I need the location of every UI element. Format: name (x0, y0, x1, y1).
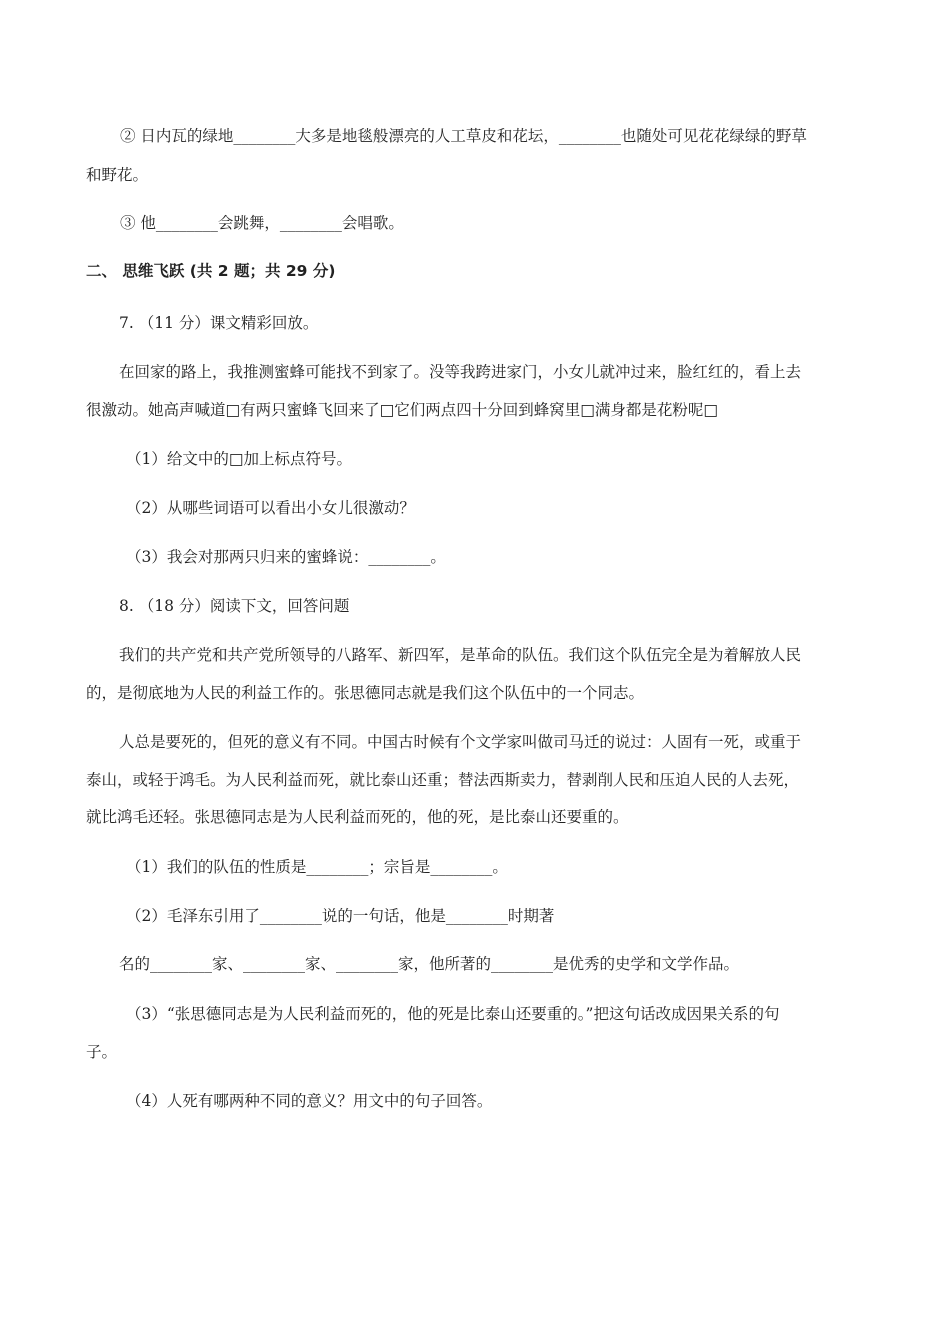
q6-item-2-line2: 和野花。 (86, 166, 149, 184)
q7-passage-line1: 在回家的路上，我推测蜜蜂可能找不到家了。没等我跨进家门，小女儿就冲过来，脸红红的，看上去 (119, 363, 802, 381)
q8-sub3-line2: 子。 (86, 1043, 118, 1061)
q8-passage-p1-line2: 的，是彻底地为人民的利益工作的。张思德同志就是我们这个队伍中的一个同志。 (86, 684, 645, 702)
q6-item-2-line1: ② 日内瓦的绿地________大多是地毯般漂亮的人工草皮和花坛，________也随处可见花花绿绿的野草 (120, 127, 807, 145)
q8-sub3-line1: （3）“张思德同志是为人民利益而死的，他的死是比泰山还要重的。”把这句话改成因果关系的句 (126, 1005, 780, 1023)
q7-title: 7. （11 分）课文精彩回放。 (119, 314, 319, 332)
section-heading: 二、 思维飞跃 (共 2 题；共 29 分) (86, 262, 336, 280)
q8-sub4: （4）人死有哪两种不同的意义？用文中的句子回答。 (126, 1092, 493, 1110)
q7-passage-line2: 很激动。她高声喊道□有两只蜜蜂飞回来了□它们两点四十分回到蜂窝里□满身都是花粉呢□ (86, 401, 719, 419)
q8-sub2-line2: 名的________家、________家、________家，他所著的________是优秀的史学和文学作品。 (119, 955, 740, 973)
q7-sub3: （3）我会对那两只归来的蜜蜂说：________。 (126, 548, 446, 566)
q8-title: 8. （18 分）阅读下文，回答问题 (119, 597, 350, 615)
q6-item-3: ③ 他________会跳舞，________会唱歌。 (120, 214, 404, 232)
q8-passage-p2-line3: 就比鸿毛还轻。张思德同志是为人民利益而死的，他的死，是比泰山还要重的。 (86, 808, 629, 826)
q8-sub2-line1: （2）毛泽东引用了________说的一句话，他是________时期著 (126, 907, 555, 925)
q8-sub1: （1）我们的队伍的性质是________；宗旨是________。 (126, 858, 508, 876)
q8-passage-p1-line1: 我们的共产党和共产党所领导的八路军、新四军，是革命的队伍。我们这个队伍完全是为着解放人民 (119, 646, 802, 664)
q7-sub1: （1）给文中的□加上标点符号。 (126, 450, 353, 468)
q8-passage-p2-line1: 人总是要死的，但死的意义有不同。中国古时候有个文学家叫做司马迁的说过：人固有一死，或重于 (119, 733, 802, 751)
q7-sub2: （2）从哪些词语可以看出小女儿很激动？ (126, 499, 415, 517)
q8-passage-p2-line2: 泰山，或轻于鸿毛。为人民利益而死，就比泰山还重；替法西斯卖力，替剥削人民和压迫人民的人去死， (86, 771, 800, 789)
